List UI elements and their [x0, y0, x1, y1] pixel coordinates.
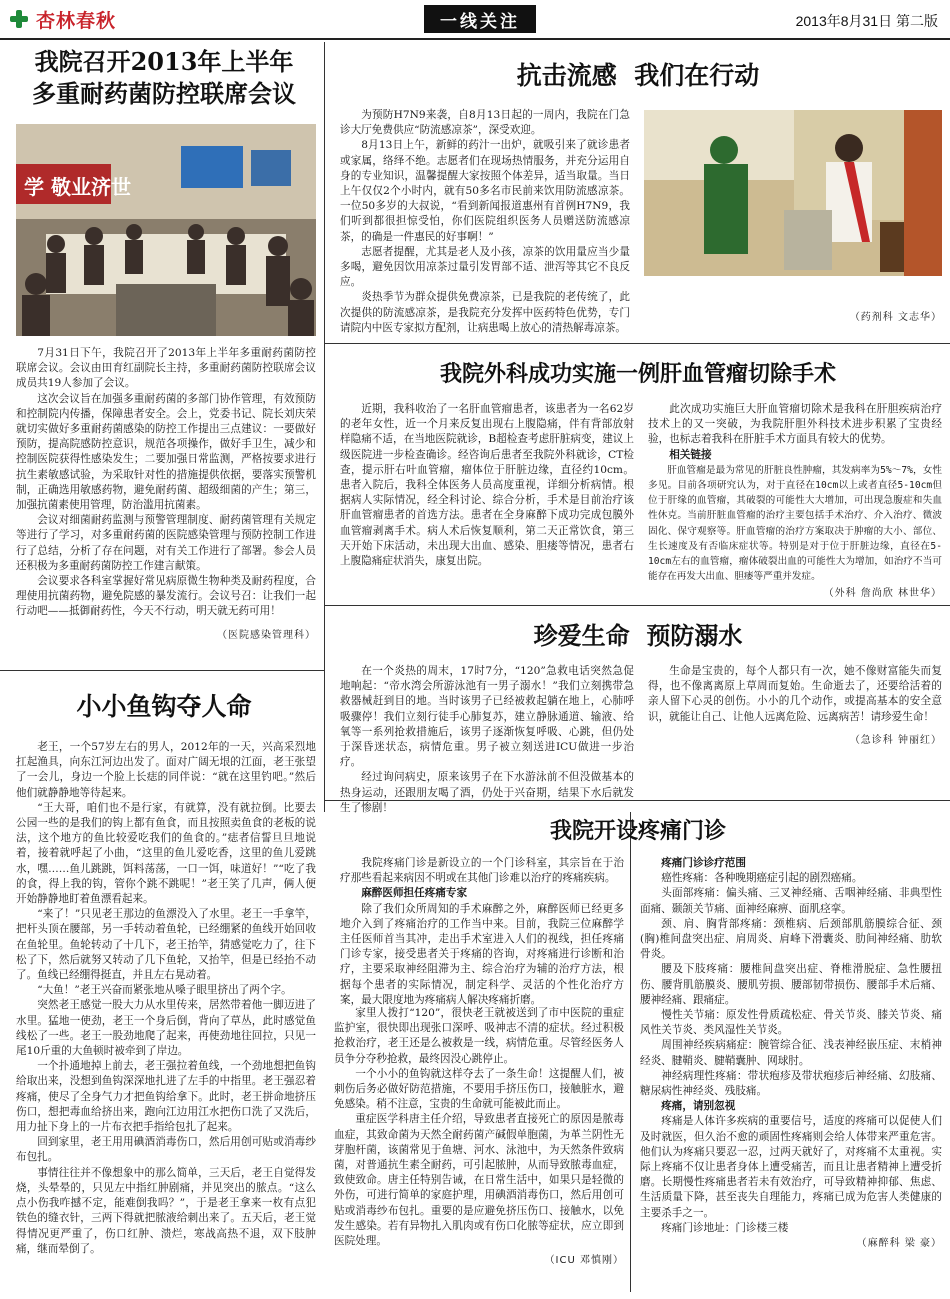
byline: （医院感染管理科）	[217, 629, 316, 641]
column-right	[648, 402, 942, 602]
byline: （ICU 邓慎刚）	[544, 1255, 624, 1267]
paragraph: 经过询问病史，原来该男子在下水游泳前不但没做基本的热身运动，还跟朋友喝了酒，仍处于兴奋期，结果下水后就发生了惨剧！	[340, 771, 634, 814]
title-line-1: 我院召开2013年上半年	[34, 47, 294, 76]
related-link-text: 肝血管瘤是最为常见的肝脏良性肿瘤，其发病率为5%～7%，女性多见。目前各项研究认为，对于直径在10cm以上或者直径5-10cm但位于肝缘的血管瘤，其破裂的可能性大大增加，可出现急腹症和失血性休克。当前肝脏血管瘤的治疗主要包括手术治疗、介入治疗、微波固化、保守观察等。肝血管瘤的治疗方案取决于肿瘤的大小、部位、生长速度及有否临床症状等。特别是对于位于肝脏边缘，直径在5-10cm左右的血管瘤，瘤体破裂出血的可能性大为增加，如治疗不当可能存在再发大出血、胆瘘等严重并发症。	[648, 464, 942, 583]
flu-tea-photo	[644, 110, 942, 276]
paragraph: 会议对细菌耐药监测与预警管理制度、耐药菌管理有关规定等进行了学习，对多重耐药菌的医院感染管理与预防控制工作进行了总结，分析了存在问题，对有关工作进行了部署。参会人员还积极为多重耐药菌防控工作建言献策。	[16, 514, 316, 572]
subheading: 疼痛，请别忽视	[661, 1100, 736, 1113]
paragraph: 我院疼痛门诊是新设立的一个门诊科室，其宗旨在于治疗那些看起来病因不明或在其他门诊难以治疗的疼痛疾病。	[340, 857, 624, 885]
logo-text: 杏林春秋	[36, 9, 117, 32]
article-body	[16, 346, 316, 643]
byline: （外科 詹尚欣 林世华）	[823, 588, 942, 600]
title-line-2: 多重耐药菌防控联席会议	[32, 79, 296, 108]
byline: （麻醉科 梁 豪）	[856, 1238, 942, 1250]
article-title: 抗击流感 我们在行动	[516, 61, 760, 90]
byline: （急诊科 钟丽红）	[849, 734, 942, 746]
scope-item: 癌性疼痛：各种晚期癌症引起的剧烈癌痛。	[661, 872, 863, 885]
scope-item: 颈、肩、胸背部疼痛：颈椎病、后颈部肌筋膜综合征、颈(胸)椎间盘突出症、肩周炎、肩峰下滑囊炎、肋间神经痛、肋软骨炎。	[640, 917, 942, 961]
paragraph: 事情往往并不像想象中的那么简单，三天后，老王自觉得发烧，头晕晕的，只见左中指红肿剧痛，并见突出的脓点。“这么点小伤我咋撼不定，能难倒我吗？”，于是老王拿来一枚有点犯铁色的缝衣针，三两下得就把脓液给刺出来了。五天后，老王觉得情况更严重了，伤口红肿、溃烂，寒战高热不退，双下肢肿痛，继而晕倒了。	[16, 1166, 316, 1255]
article-title: 我院开设疼痛门诊	[549, 818, 726, 844]
article-body-cont	[334, 1006, 624, 1292]
scope-item: 周围神经疾病痛症：腕管综合征、浅表神经嵌压症、末梢神经炎、腱鞘炎、腱鞘囊肿、网球肘。	[640, 1039, 942, 1067]
paragraph: 在一个炎热的周末，17时7分，“120”急救电话突然急促地响起：“帝水湾会所游泳池有一男子溺水！”我们立刻携带急救器械赶到目的地。当时该男子已经被救起躺在地上，心肺呼吸骤停！我们立刻行徒手心肺复苏，建立静脉通道、输液、给氧等一系列抢救措施后，该男子逐渐恢复呼吸、心跳，但仍处于深昏迷状态，病情危重。男子被立刻送进ICU做进一步治疗。	[340, 665, 634, 769]
scope-item: 腰及下肢疼痛：腰椎间盘突出症、脊椎滑脱症、急性腰扭伤、腰背肌筋膜炎、腰肌劳损、腰部韧带损伤、腰部手术后痛、腰神经痛、跟痛症。	[640, 963, 942, 1006]
paragraph: 重症医学科唐主任介绍，导致患者直接死亡的原因是脓毒血症，其致命菌为天然全耐药菌产碱假单胞菌，为革兰阴性无芽胞杆菌，该菌常见于鱼塘、河水、泳池中，为天然条件致病菌，对普通抗生素全耐药，可引起脓肿，从而导致脓毒血症，致使致命。唐主任特别告诫，在日常生活中，如果只是轻微的外伤，可进行简单的家庭护理，用碘酒消毒伤口，然后用创可贴或消毒纱布包扎。重要的是应避免挤压伤口、接触水，以免发生感染。若有异物扎入肌肉或有伤口化脓等症状，应立即到医院处理。	[334, 1113, 624, 1248]
article-body	[16, 740, 316, 1290]
paragraph: 一个扑通地掉上前去，老王强拉着鱼线，一个劲地想把鱼钩给取出来，没想到鱼钩深深地扎进了左手的中指里。老王强忍着疼痛，使尽了全身气力才把鱼钩给拿下。此时，老王拼命地挤压伤口，想把毒血给挤出来，跑向江边用江水把伤口洗了又洗后，用力扯下身上的一片布衣把手指给包扎了起来。	[16, 1060, 316, 1134]
scope-item: 头面部疼痛：偏头痛、三叉神经痛、舌咽神经痛、非典型性面痛、颞颌关节痛、面神经麻痹、面肌痉挛。	[640, 887, 942, 915]
paragraph: 疼痛是人体许多疾病的重要信号，适度的疼痛可以促使人们及时就医，但久治不愈的顽固性疼痛则会给人体带来严重危害。他们认为疼痛只要忍一忍，过两天就好了，对疼痛不太重视。实际上疼痛不仅让患者身体上遭受痛苦，而且让患者精神上遭受折磨。长期慢性疼痛患者若未有效治疗，可导致精神抑郁、焦虑、生活质量下降，甚至丧失自理能力，疼痛已成为危害人类健康的主要杀手之一。	[640, 1115, 942, 1219]
paragraph: 近期，我科收治了一名肝血管瘤患者，该患者为一名62岁的老年女性，近一个月来反复出现右上腹隐痛，伴有背部放射样隐痛不适，在当地医院就诊，B超检查考虑肝脏病变，建议上级医院进一步检查确诊。经咨询后患者至我院外科就诊，CT检查，提示肝右叶血管瘤，瘤体位于肝脏边缘，直径约10cm。患者入院后，我科全体医务人员高度重视，详细分析病情。根据病人实际情况，经全科讨论、综合分析，手术是目前治疗该肝血管瘤患者的首选方法。患者在全身麻醉下成功完成包膜外血管瘤剥离手术。病人术后恢复顺利，第二天正常饮食，第三天开始下床活动，未出现大出血、感染、胆瘘等情况，患者右上腹隐痛症状消失，康复出院。	[340, 403, 634, 568]
clinic-address: 疼痛门诊地址：门诊楼三楼	[661, 1221, 789, 1234]
scope-item: 神经病理性疼痛：带状疱疹及带状疱疹后神经痛、幻肢痛、糖尿病性神经炎、残肢痛。	[640, 1069, 942, 1098]
article-columns	[340, 402, 942, 602]
banner-text: 学 敬业济世	[24, 175, 131, 199]
paragraph: 这次会议旨在加强多重耐药菌的多部门协作管理，有效预防和控制院内传播，保障患者安全。会上，党委书记、院长刘庆荣就切实做好多重耐药菌感染的防控工作提出三点建议：一要做好预防，提高院感防控意识，规范各项操作，做好手卫生，减少和控制医院获得性感染发生；二要加强日常监测，严格按要求进行抗生素敏感试验，为采取针对性的措施提供依据，要落实预警机制，正确选用敏感药物，避免耐药菌、超级细菌的产生；第三，加强抗菌素使用管理，防治滥用抗菌素。	[16, 392, 316, 512]
hospital-cross-icon	[8, 8, 30, 30]
article-title: 珍爱生命 预防溺水	[533, 621, 743, 650]
paragraph: 一个小小的鱼钩就这样夺去了一条生命！这提醒人们，被刺伤后务必做好防范措施，不要用手挤压伤口，接触脏水，避免感染。稍不注意，宝贵的生命就可能被此而止。	[334, 1067, 624, 1111]
paragraph: 回到家里，老王用用碘酒消毒伤口，然后用创可贴或消毒纱布包扎。	[16, 1136, 316, 1164]
byline: （药剂科 文志华）	[849, 312, 942, 323]
paragraph: 老王，一个57岁左右的男人，2012年的一天，兴高采烈地扛起渔具，向东江河边出发了。面对广阔无垠的江面，老王张望了一会儿，身边一个脸上长痣的同伴说：“就在这里钓吧。”然后他们就静静地等待起来。	[16, 741, 316, 799]
article-body-cont	[644, 284, 942, 325]
article-title: 小小鱼钩夺人命	[76, 692, 252, 721]
section-divider	[325, 343, 950, 344]
article-body	[340, 108, 630, 336]
paragraph: “来了！”只见老王那边的鱼漂没入了水里。老王一手拿竿，把杆头顶在腰部，另一手转动着鱼轮，已经绷紧的鱼线开始回收在鱼轮里。鱼轮转动了十几下，老王抬竿，猜感觉吃力了，往下松了下，然后就努又转动了几下鱼轮，又抬竿，但是已经抬不动了。鱼线已经绷得挺直，并且左右晃动着。	[16, 908, 316, 982]
section-tag: 一线关注	[424, 5, 536, 33]
newspaper-logo	[8, 6, 116, 32]
pain-column-left	[340, 856, 624, 1016]
paragraph: 7月31日下午，我院召开了2013年上半年多重耐药菌防控联席会议。会议由田育红副院长主持，多重耐药菌防控联席会议成员共19人参加了会议。	[16, 347, 316, 390]
paragraph: 为预防H7N9来袭，自8月13日起的一周内，我院在门急诊大厅免费供应“防流感凉茶”，深受欢迎。	[340, 109, 630, 137]
column-left	[340, 402, 634, 602]
paragraph: 家里人拨打“120”，很快老王就被送到了市中医院的重症监护室，很快即出现张口深呼、吸神志不清的症状。经过积极抢救治疗，老王还是么被救是一线，病情危重。尽管经医务人员争分夺秒抢救，最终因没心跳停止。	[334, 1007, 624, 1065]
section-divider	[325, 605, 950, 606]
article-title	[12, 46, 316, 110]
section-divider	[0, 670, 324, 671]
article-title: 我院外科成功实施一例肝血管瘤切除手术	[439, 361, 836, 387]
paragraph: 突然老王感觉一股大力从水里传来，居然带着他一脚迈进了水里。猛地一使劲，老王一个身后倒，背向了草丛，此时感觉鱼线松了一些。老王一股劲地爬了起来，再使劲地往回拉，只见一尾10斤重的大鱼顿时被牵到了岸边。	[16, 999, 316, 1058]
pain-column-right	[640, 856, 942, 1292]
column-right	[648, 664, 942, 816]
paragraph: 炎热季节为群众提供免费凉茶，已是我院的老传统了，此次提供的防流感凉茶，是我院充分发挥中医药特色优势，专门请院内中医专家拟方配剂，让病患喝上放心的清热解毒凉茶。	[340, 291, 630, 334]
scope-item: 慢性关节痛：原发性骨质疏松症、骨关节炎、膝关节炎、痛风性关节炎、类风湿性关节炎。	[640, 1009, 942, 1037]
article-flu	[334, 46, 942, 340]
paragraph: “王大哥，咱们也不是行家，有就算，没有就拉倒。比要去公园一些的是我们的钩上都有鱼食，而且按照卖鱼食的老板的说法，这个地方的鱼比较爱吃我们的鱼食的。”痣者信誓旦旦地说着，接着就呼起了小曲，“这里的鱼儿爱吃香，这里的鱼儿爱跳水，嘿……鱼儿跳跳，饵料荡荡，一口一饵，味道好！”“吃了我的食，得上我的钩，管你个跳不跳呢！”老王笑了几声，俩人便开始静静地盯着鱼漂看起来。	[16, 801, 316, 906]
paragraph: 除了我们众所周知的手术麻醉之外，麻醉医师已经更多地介入到了疼痛治疗的工作当中来。目前，我院三位麻醉学主任医师首当其冲，走出手术室进入人们的视线，担任疼痛门诊专家，接受患者关于疼痛的咨询，对疼痛进行诊断和治疗，主要采取神经阻滞为主、综合治疗为辅的治疗方法，根据每个患者的实际情况，制定科学、灵活的个性化治疗方案，最大限度地为疼痛病人解决疼痛折磨。	[340, 902, 624, 1006]
paragraph: 此次成功实施巨大肝血管瘤切除术是我科在肝胆疾病治疗技术上的又一突破，为我院肝胆外科技术进步积累了宝贵经验，也标志着我科在肝脏手术方面具有较大的优势。	[648, 403, 942, 446]
article-surgery	[334, 348, 942, 602]
paragraph: 志愿者提醒，尤其是老人及小孩，凉茶的饮用量应当少量多喝，避免因饮用凉茶过量引发胃部不适、泄泻等其它不良反应。	[340, 245, 630, 289]
paragraph: 会议要求各科室掌握好常见病原微生物种类及耐药程度，合理使用抗菌药物，避免院感的暴发流行。会议号召：让我们一起行动吧——抵御耐药性，今天不行动，明天就无药可用！	[16, 575, 316, 618]
paragraph: “大鱼！”老王兴奋而紧张地从嗓子眼里挤出了两个字。	[37, 984, 292, 997]
article-meeting	[12, 46, 316, 666]
meeting-photo	[16, 124, 316, 336]
paragraph: 8月13日上午，新鲜的药汁一出炉，就吸引来了就诊患者或家属，络绎不绝。志愿者们在现场热情服务，并充分运用自身的专业知识，温馨提醒大家按照个体差异，适当取量。当日上午仅仅2个小时内，就有50多名市民前来饮用防流感凉茶。一位50多岁的大叔说，“看到新闻报道惠州有首例H7N9，我们听到都很担惊受怕，你们医院组织医务人员赠送防流感凉茶，的确是一件惠民的好事啊！”	[340, 139, 630, 243]
date-page: 2013年8月31日 第二版	[795, 13, 938, 29]
related-link-title: 相关链接	[669, 448, 712, 461]
masthead	[0, 0, 950, 40]
paragraph: 生命是宝贵的，每个人都只有一次，她不像财富能失而复得，也不像离离原上草周而复始。生命逝去了，还要给活着的亲人留下心灵的创伤。小小的几个动作，或提高基本的安全意识，就能让自己、让他人远离危险、远离病苦！请珍爱生命！	[648, 665, 942, 723]
subheading: 麻醉医师担任疼痛专家	[361, 887, 468, 900]
subheading: 疼痛门诊诊疗范围	[661, 857, 746, 869]
